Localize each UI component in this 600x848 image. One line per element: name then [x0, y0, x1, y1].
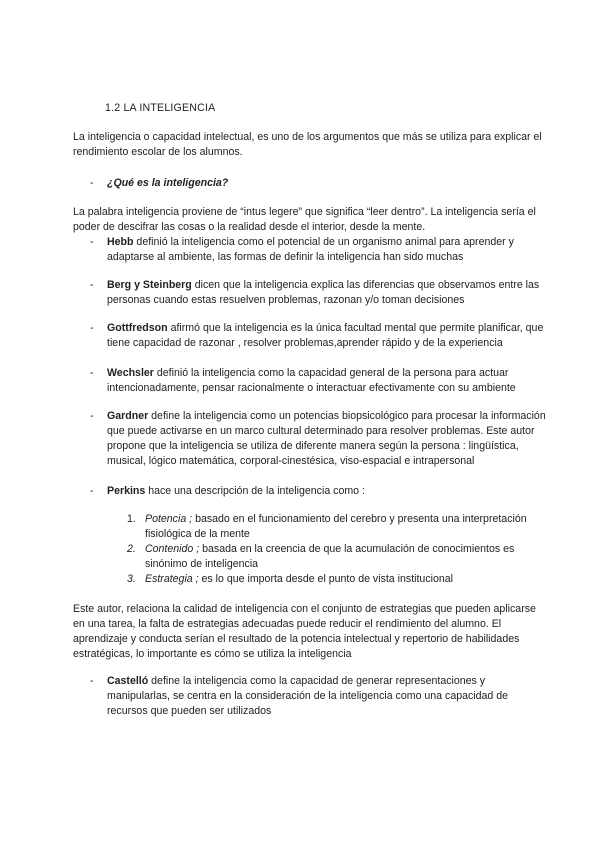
numbered-marker: 1.: [127, 513, 136, 525]
numbered-item-estrategia: [145, 572, 545, 587]
section-heading: 1.2 LA INTELIGENCIA: [105, 102, 216, 114]
list-item-perkins: [107, 484, 547, 499]
list-bullet: -: [90, 322, 94, 334]
list-bullet: -: [90, 485, 94, 497]
list-item-berg-steinberg: [107, 278, 547, 308]
list-bullet: -: [90, 236, 94, 248]
conclusion-paragraph: Este autor, relaciona la calidad de inteligencia con el conjunto de estrategias que pueden aplicarse en una tarea, la falta de estrategias adecuadas puede reducir el rendimiento del alumno. El aprendizaje y conducta serían el resultado de la potencia intelectual y repertorio de habilidades estratégicas, lo importante es cómo se utiliza la inteligencia: [73, 603, 536, 660]
numbered-marker: 3.: [127, 573, 136, 585]
list-item-castello: [107, 674, 547, 719]
numbered-text: basada en la creencia de que la acumulación de conocimientos es sinónimo de inteligencia: [145, 543, 515, 570]
numbered-term: Estrategia ;: [145, 573, 199, 585]
author-text: dicen que la inteligencia explica las diferencias que observamos entre las personas cuando estas resuelven problemas, razonan y/o toman decisiones: [107, 279, 540, 306]
author-name: Gottfredson: [107, 322, 168, 334]
numbered-item-contenido: [145, 542, 545, 572]
author-name: Hebb: [107, 236, 134, 248]
list-bullet: -: [90, 410, 94, 422]
author-text: definió la inteligencia como la capacidad general de la persona para actuar intencionadamente, pensar racionalmente o interactuar efectivamente con su ambiente: [107, 367, 516, 394]
list-bullet: -: [90, 279, 94, 291]
author-text: define la inteligencia como un potencias biopsicológico para procesar la información que puede activarse en un marco cultural determinado para resolver problemas. Este autor propone que la inteligencia se utiliza de diferente manera según la persona : lingüística, musical, lógico matemática, corporal-cinestésica, viso-espacial e intrapersonal: [107, 410, 546, 467]
numbered-item-potencia: [145, 512, 545, 542]
numbered-text: basado en el funcionamiento del cerebro y presenta una interpretación fisiológica de la mente: [145, 513, 527, 540]
numbered-marker: 2.: [127, 543, 136, 555]
author-name: Perkins: [107, 485, 146, 497]
list-item-wechsler: [107, 366, 547, 396]
definition-paragraph: La palabra inteligencia proviene de “intus legere” que significa “leer dentro”. La inteligencia sería el poder de descifrar las cosas o la realidad desde el interior, desde la mente.: [73, 206, 536, 233]
author-name: Castelló: [107, 675, 149, 687]
numbered-term: Contenido ;: [145, 543, 200, 555]
author-name: Wechsler: [107, 367, 154, 379]
numbered-term: Potencia ;: [145, 513, 193, 525]
author-name: Berg y Steinberg: [107, 279, 192, 291]
list-bullet: -: [90, 675, 94, 687]
author-text: define la inteligencia como la capacidad de generar representaciones y manipularlas, se centra en la consideración de la inteligencia como una capacidad de recursos que pueden ser utilizados: [107, 675, 509, 717]
numbered-text: es lo que importa desde el punto de vista institucional: [198, 573, 453, 585]
list-item-gottfredson: [107, 321, 547, 351]
list-item-gardner: [107, 409, 547, 469]
author-text: definió la inteligencia como el potencial de un organismo animal para aprender y adaptarse al ambiente, las formas de definir la inteligencia han sido muchas: [107, 236, 514, 263]
intro-paragraph: La inteligencia o capacidad intelectual, es uno de los argumentos que más se utiliza para explicar el rendimiento escolar de los alumnos.: [73, 131, 542, 158]
author-text: afirmó que la inteligencia es la única facultad mental que permite planificar, que tiene capacidad de razonar , resolver problemas,aprender rápido y de la experiencia: [107, 322, 544, 349]
list-item-hebb: [107, 235, 547, 265]
question-dash: -: [90, 177, 94, 189]
author-name: Gardner: [107, 410, 149, 422]
list-bullet: -: [90, 367, 94, 379]
author-text: hace una descripción de la inteligencia como :: [145, 485, 365, 497]
question-heading: ¿Qué es la inteligencia?: [107, 177, 229, 189]
